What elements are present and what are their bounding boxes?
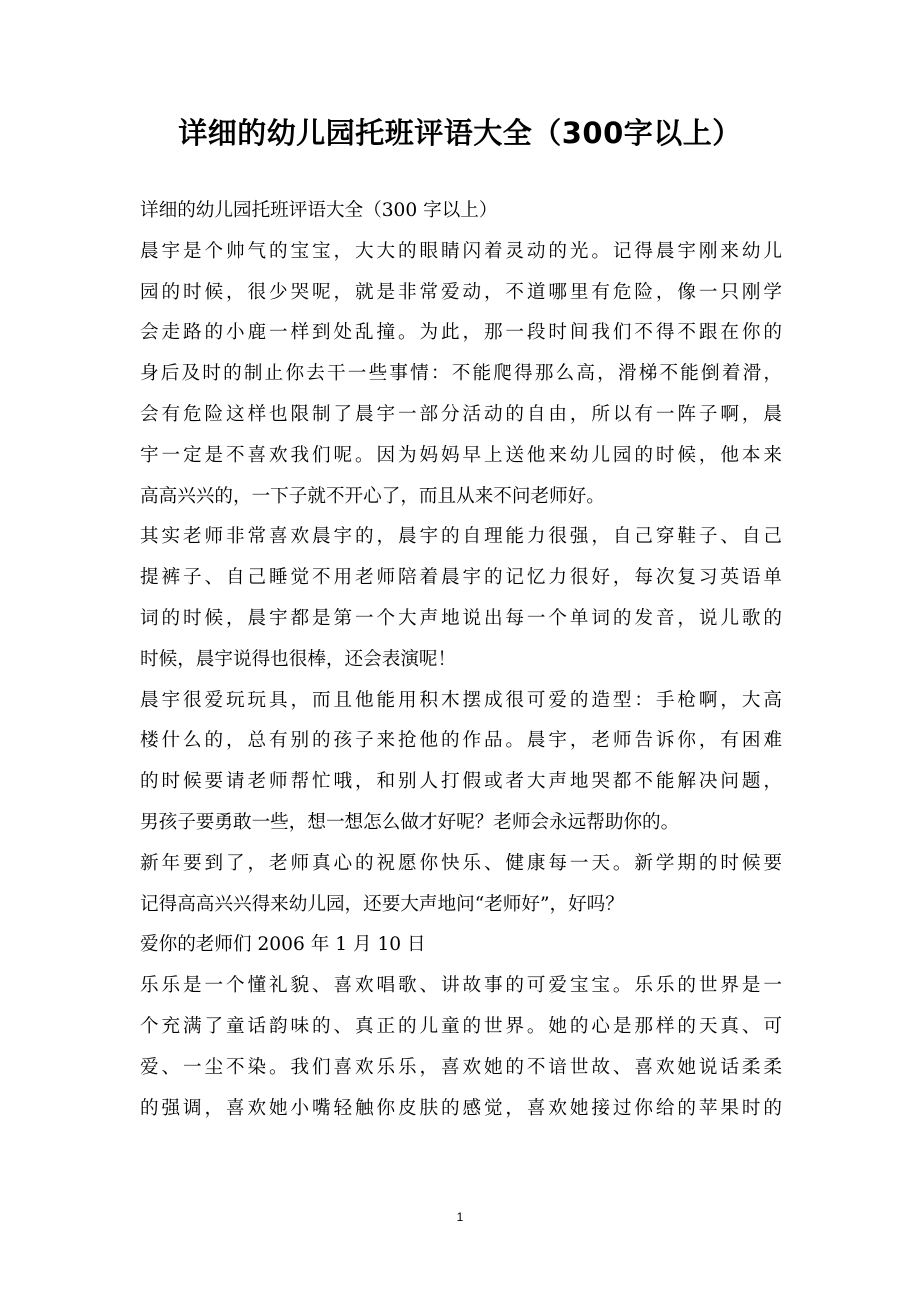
body-line: 乐乐是一个懂礼貌、喜欢唱歌、讲故事的可爱宝宝。乐乐的世界是一	[140, 975, 782, 997]
body-line: 会走路的小鹿一样到处乱撞。为此，那一段时间我们不得不跟在你的	[140, 322, 782, 344]
body-line: 身后及时的制止你去干一些事情：不能爬得那么高，滑梯不能倒着滑，	[140, 363, 782, 385]
body-line: 晨宇很爱玩玩具，而且他能用积木摆成很可爱的造型：手枪啊，大高	[140, 689, 782, 711]
document-title: 详细的幼儿园托班评语大全（300字以上）	[178, 116, 742, 150]
body-line: 的时候要请老师帮忙哦，和别人打假或者大声地哭都不能解决问题，	[140, 771, 782, 793]
page-number: 1	[456, 1210, 464, 1224]
body-line: 详细的幼儿园托班评语大全（300 字以上）	[140, 200, 498, 221]
body-line: 记得高高兴兴得来幼儿园，还要大声地问“老师好”，好吗？	[140, 893, 624, 915]
body-line: 会有危险这样也限制了晨宇一部分活动的自由，所以有一阵子啊，晨	[140, 403, 782, 425]
body-line: 词的时候，晨宇都是第一个大声地说出每一个单词的发音，说儿歌的	[140, 607, 782, 629]
body-line: 爱、一尘不染。我们喜欢乐乐，喜欢她的不谙世故、喜欢她说话柔柔	[140, 1056, 782, 1078]
body-line: 时候，晨宇说得也很棒，还会表演呢！	[140, 648, 457, 670]
body-line: 男孩子要勇敢一些，想一想怎么做才好呢？老师会永远帮助你的。	[140, 811, 680, 833]
document-body	[140, 191, 782, 1129]
body-line: 提裤子、自己睡觉不用老师陪着晨宇的记忆力很好，每次复习英语单	[140, 567, 782, 589]
body-line: 的强调，喜欢她小嘴轻触你皮肤的感觉，喜欢她接过你给的苹果时的	[140, 1097, 782, 1119]
body-line: 新年要到了，老师真心的祝愿你快乐、健康每一天。新学期的时候要	[140, 852, 782, 874]
body-line: 高高兴兴的，一下子就不开心了，而且从来不问老师好。	[140, 485, 605, 507]
body-line: 个充满了童话韵味的、真正的儿童的世界。她的心是那样的天真、可	[140, 1015, 782, 1037]
body-line: 晨宇是个帅气的宝宝，大大的眼睛闪着灵动的光。记得晨宇刚来幼儿	[140, 240, 782, 262]
body-line: 其实老师非常喜欢晨宇的，晨宇的自理能力很强，自己穿鞋子、自己	[140, 526, 782, 548]
body-line: 宇一定是不喜欢我们呢。因为妈妈早上送他来幼儿园的时候，他本来	[140, 444, 782, 466]
body-line: 爱你的老师们 2006 年 1 月 10 日	[140, 934, 426, 956]
body-line: 楼什么的，总有别的孩子来抢他的作品。晨宇，老师告诉你，有困难	[140, 730, 782, 752]
body-line: 园的时候，很少哭呢，就是非常爱动，不道哪里有危险，像一只刚学	[140, 281, 782, 303]
